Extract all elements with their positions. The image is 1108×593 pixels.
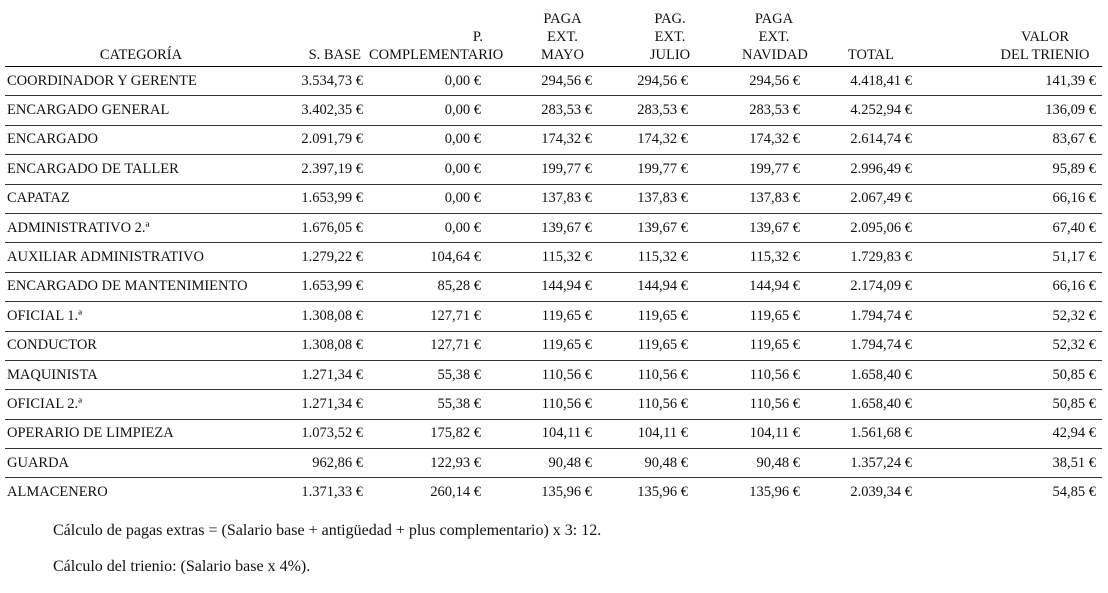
value-cell: 2.095,06 € (806, 213, 918, 242)
value-cell: 294,56 € (487, 67, 598, 96)
value-cell: 1.794,74 € (806, 302, 918, 331)
value-cell: 119,65 € (487, 331, 598, 360)
value-cell: 137,83 € (487, 184, 598, 213)
value-cell: 90,48 € (487, 449, 598, 478)
value-cell: 119,65 € (598, 302, 694, 331)
value-cell: 0,00 € (369, 67, 487, 96)
value-cell: 54,85 € (1052, 484, 1096, 501)
value-cell: 199,77 € (694, 155, 806, 184)
table-row (5, 419, 1102, 448)
table-row (5, 449, 1102, 478)
value-cell: 110,56 € (598, 360, 694, 389)
value-cell: 0,00 € (369, 155, 487, 184)
note-pagas-extras: Cálculo de pagas extras = (Salario base + antigüedad + plus complementario) x 3: 12. (53, 522, 602, 539)
value-cell: 174,32 € (694, 125, 806, 154)
value-cell: 119,65 € (694, 331, 806, 360)
header-paga-mayo (487, 10, 598, 67)
value-cell: 0,00 € (369, 184, 487, 213)
value-cell: 144,94 € (598, 272, 694, 301)
header-total (806, 10, 918, 67)
value-cell: 122,93 € (369, 449, 487, 478)
value-cell: 1.357,24 € (806, 449, 918, 478)
table-row (5, 272, 1102, 301)
value-cell: 1.729,83 € (806, 243, 918, 272)
value-cell: 135,96 € (749, 484, 800, 501)
value-cell: 90,48 € (694, 449, 806, 478)
table-row (5, 302, 1102, 331)
value-cell: 136,09 € (918, 96, 1102, 125)
value-cell: 50,85 € (918, 360, 1102, 389)
category-cell: ENCARGADO DE TALLER (5, 155, 277, 184)
value-cell: 127,71 € (369, 331, 487, 360)
category-cell: ENCARGADO GENERAL (5, 96, 277, 125)
value-cell: 144,94 € (487, 272, 598, 301)
value-cell: 52,32 € (918, 302, 1102, 331)
category-cell: ENCARGADO DE MANTENIMIENTO (5, 272, 277, 301)
value-cell: 66,16 € (918, 184, 1102, 213)
header-line: NAVIDAD (742, 47, 808, 63)
table-row (5, 390, 1102, 419)
header-line: PAGA EXT. (754, 11, 794, 45)
header-line: PAGA EXT. (543, 11, 582, 45)
value-cell: 174,32 € (598, 125, 694, 154)
value-cell: 1.653,99 € (277, 272, 369, 301)
value-cell: 1.073,52 € (277, 419, 369, 448)
value-cell: 1.676,05 € (277, 213, 369, 242)
value-cell: 135,96 € (541, 484, 592, 501)
value-cell: 110,56 € (694, 360, 806, 389)
category-cell: GUARDA (5, 449, 277, 478)
value-cell: 283,53 € (487, 96, 598, 125)
value-cell: 3.534,73 € (277, 67, 369, 96)
header-line: PAG. EXT. (654, 11, 686, 45)
value-cell: 1.371,33 € (301, 484, 363, 501)
salary-table-container (5, 10, 1102, 507)
value-cell: 144,94 € (694, 272, 806, 301)
value-cell: 1.271,34 € (277, 360, 369, 389)
category-cell: ADMINISTRATIVO 2.ª (5, 213, 277, 242)
value-cell: 137,83 € (598, 184, 694, 213)
value-cell: 119,65 € (694, 302, 806, 331)
header-paga-julio (598, 10, 694, 67)
header-valor-trienio (918, 10, 1102, 67)
value-cell: 1.308,08 € (277, 302, 369, 331)
value-cell: 2.039,34 € (850, 484, 912, 501)
value-cell: 4.418,41 € (806, 67, 918, 96)
salary-table (5, 10, 1102, 507)
value-cell: 2.397,19 € (277, 155, 369, 184)
table-row (5, 96, 1102, 125)
category-cell: MAQUINISTA (5, 360, 277, 389)
value-cell: 104,11 € (694, 419, 806, 448)
value-cell: 83,67 € (918, 125, 1102, 154)
value-cell: 104,11 € (598, 419, 694, 448)
value-cell: 119,65 € (487, 302, 598, 331)
header-line: MAYO (541, 47, 584, 63)
header-line: TOTAL (847, 47, 894, 63)
table-header (5, 10, 1102, 67)
value-cell: 2.996,49 € (806, 155, 918, 184)
value-cell: 962,86 € (277, 449, 369, 478)
footnotes (53, 521, 601, 593)
value-cell: 1.279,22 € (277, 243, 369, 272)
value-cell: 115,32 € (487, 243, 598, 272)
value-cell: 110,56 € (694, 390, 806, 419)
table-body (5, 67, 1102, 507)
value-cell: 0,00 € (369, 125, 487, 154)
value-cell: 141,39 € (918, 67, 1102, 96)
category-cell: CAPATAZ (5, 184, 277, 213)
table-row (5, 155, 1102, 184)
value-cell: 90,48 € (598, 449, 694, 478)
header-categoria (5, 10, 277, 67)
value-cell: 283,53 € (598, 96, 694, 125)
value-cell: 260,14 € (430, 484, 481, 501)
value-cell: 127,71 € (369, 302, 487, 331)
value-cell: 3.402,35 € (277, 96, 369, 125)
value-cell: 199,77 € (487, 155, 598, 184)
value-cell: 137,83 € (694, 184, 806, 213)
value-cell: 119,65 € (598, 331, 694, 360)
value-cell: 1.794,74 € (806, 331, 918, 360)
category-cell: AUXILIAR ADMINISTRATIVO (5, 243, 277, 272)
value-cell: 139,67 € (694, 213, 806, 242)
category-cell: ALMACENERO (7, 484, 108, 501)
note-trienio: Cálculo del trienio: (Salario base x 4%). (53, 558, 311, 575)
value-cell: 1.658,40 € (806, 360, 918, 389)
value-cell: 42,94 € (918, 419, 1102, 448)
header-line: JULIO (649, 47, 691, 63)
category-cell: OFICIAL 1.ª (5, 302, 277, 331)
value-cell: 51,17 € (918, 243, 1102, 272)
header-line: S. BASE (308, 47, 361, 63)
header-line: VALOR (1020, 29, 1070, 45)
value-cell: 2.067,49 € (806, 184, 918, 213)
value-cell: 110,56 € (487, 360, 598, 389)
table-row (5, 478, 1102, 507)
table-row (5, 125, 1102, 154)
value-cell: 0,00 € (369, 213, 487, 242)
value-cell: 85,28 € (369, 272, 487, 301)
value-cell: 1.271,34 € (277, 390, 369, 419)
value-cell: 66,16 € (918, 272, 1102, 301)
value-cell: 1.653,99 € (277, 184, 369, 213)
value-cell: 139,67 € (487, 213, 598, 242)
table-row (5, 213, 1102, 242)
value-cell: 104,64 € (369, 243, 487, 272)
category-cell: ENCARGADO (5, 125, 277, 154)
value-cell: 95,89 € (918, 155, 1102, 184)
value-cell: 104,11 € (487, 419, 598, 448)
value-cell: 2.174,09 € (806, 272, 918, 301)
table-row (5, 331, 1102, 360)
header-line: CATEGORÍA (99, 47, 183, 63)
table-row (5, 360, 1102, 389)
header-line: P. COMPLEMENTARIO (369, 29, 504, 63)
category-cell: CONDUCTOR (5, 331, 277, 360)
value-cell: 294,56 € (694, 67, 806, 96)
value-cell: 67,40 € (918, 213, 1102, 242)
table-row (5, 184, 1102, 213)
value-cell: 1.308,08 € (277, 331, 369, 360)
value-cell: 55,38 € (369, 360, 487, 389)
value-cell: 4.252,94 € (806, 96, 918, 125)
value-cell: 2.091,79 € (277, 125, 369, 154)
value-cell: 50,85 € (918, 390, 1102, 419)
table-row (5, 243, 1102, 272)
header-row (5, 10, 1102, 67)
value-cell: 55,38 € (369, 390, 487, 419)
value-cell: 294,56 € (598, 67, 694, 96)
value-cell: 1.658,40 € (806, 390, 918, 419)
value-cell: 283,53 € (694, 96, 806, 125)
header-s-base (277, 10, 369, 67)
value-cell: 199,77 € (598, 155, 694, 184)
table-row (5, 67, 1102, 96)
header-p-complementario (369, 10, 504, 67)
value-cell: 175,82 € (369, 419, 487, 448)
value-cell: 115,32 € (694, 243, 806, 272)
value-cell: 135,96 € (637, 484, 688, 501)
value-cell: 110,56 € (487, 390, 598, 419)
header-paga-navidad (694, 10, 806, 67)
header-line: DEL TRIENIO (1000, 47, 1090, 63)
value-cell: 2.614,74 € (806, 125, 918, 154)
category-cell: OPERARIO DE LIMPIEZA (5, 419, 277, 448)
value-cell: 0,00 € (369, 96, 487, 125)
value-cell: 115,32 € (598, 243, 694, 272)
value-cell: 110,56 € (598, 390, 694, 419)
value-cell: 38,51 € (918, 449, 1102, 478)
value-cell: 1.561,68 € (806, 419, 918, 448)
category-cell: OFICIAL 2.ª (5, 390, 277, 419)
value-cell: 52,32 € (918, 331, 1102, 360)
value-cell: 139,67 € (598, 213, 694, 242)
value-cell: 174,32 € (487, 125, 598, 154)
category-cell: COORDINADOR Y GERENTE (5, 67, 277, 96)
